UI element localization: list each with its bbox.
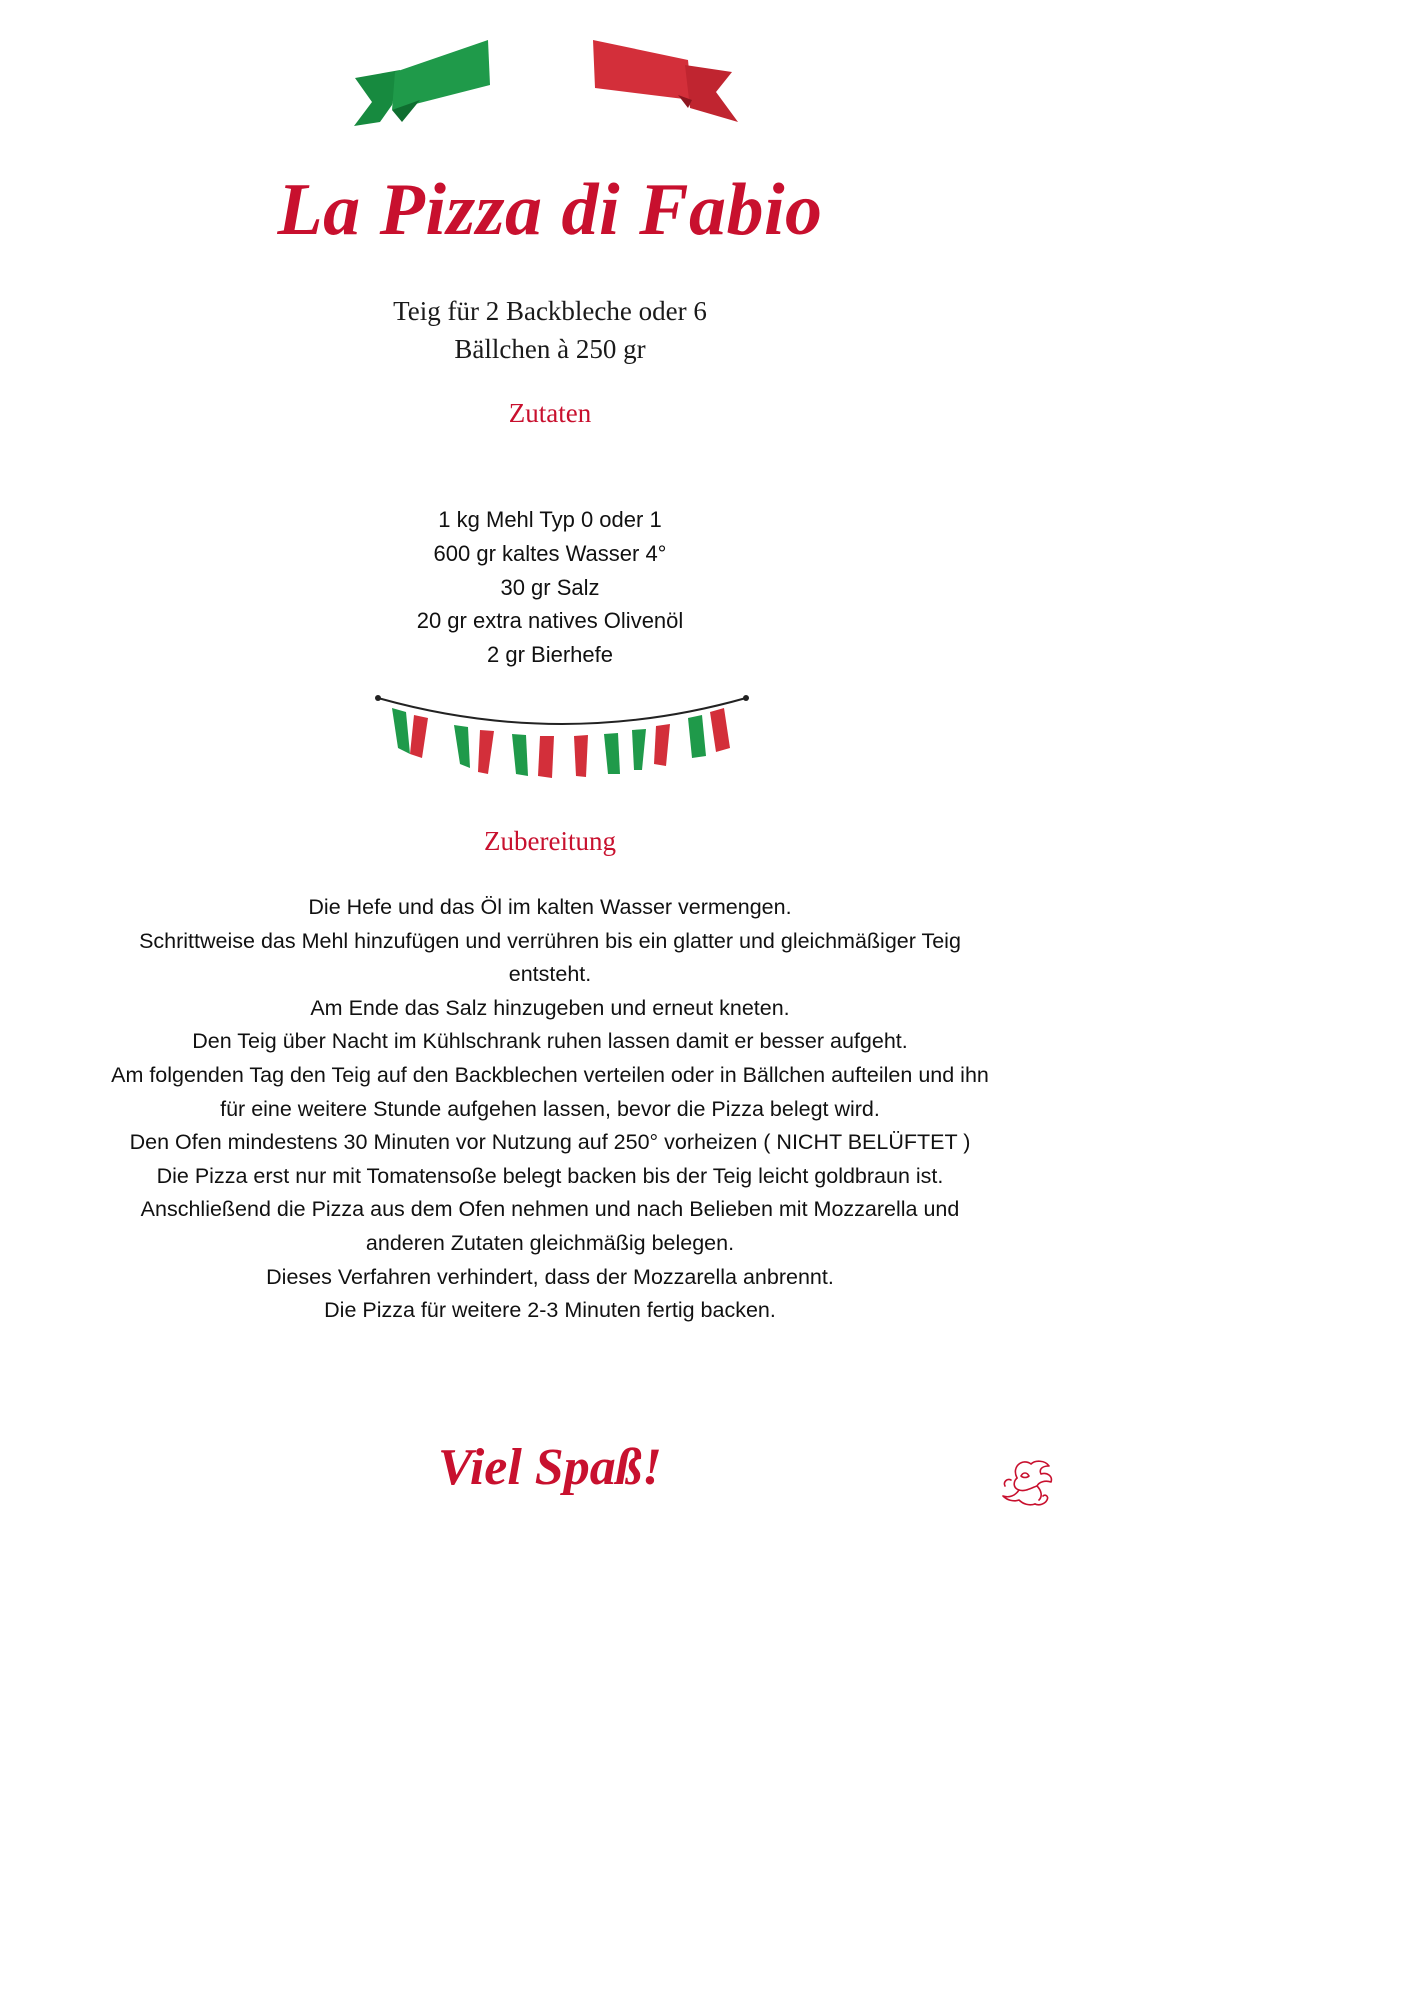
italian-flag-garland-icon	[370, 690, 754, 785]
preparation-steps	[40, 891, 1060, 1328]
ingredient-item: 30 gr Salz	[500, 574, 600, 600]
closing-text: Viel Spaß!	[438, 1439, 662, 1496]
ingredient-item: 2 gr Bierhefe	[487, 642, 613, 668]
subtitle-line: Teig für 2 Backbleche oder 6	[393, 296, 707, 326]
red-ribbon	[593, 40, 738, 122]
ingredient-item: 1 kg Mehl Typ 0 oder 1	[438, 507, 662, 532]
step-line: Die Pizza erst nur mit Tomatensoße belegt backen bis der Teig leicht goldbraun ist.	[156, 1163, 944, 1188]
step-line: Die Pizza für weitere 2-3 Minuten fertig backen.	[324, 1298, 776, 1323]
step-line: Den Ofen mindestens 30 Minuten vor Nutzung auf 250° vorheizen ( NICHT BELÜFTET )	[129, 1130, 971, 1155]
ingredients-list	[0, 503, 1100, 672]
green-ribbon	[354, 40, 490, 126]
subtitle-line: Bällchen à 250 gr	[454, 334, 646, 364]
step-line: Schrittweise das Mehl hinzufügen und verrühren bis ein glatter und gleichmäßiger Teig	[139, 928, 961, 953]
italian-ribbon-icon	[340, 30, 760, 140]
step-line: Am Ende das Salz hinzugeben und erneut kneten.	[310, 995, 790, 1020]
step-line: für eine weitere Stunde aufgehen lassen, bevor die Pizza belegt wird.	[220, 1096, 880, 1121]
step-line: entsteht.	[508, 962, 592, 987]
step-line: anderen Zutaten gleichmäßig belegen.	[365, 1230, 735, 1255]
winged-lion-logo-icon	[995, 1456, 1057, 1510]
step-line: Anschließend die Pizza aus dem Ofen nehmen und nach Belieben mit Mozzarella und	[140, 1197, 960, 1222]
step-line: Den Teig über Nacht im Kühlschrank ruhen lassen damit er besser aufgeht.	[192, 1029, 908, 1054]
step-line: Am folgenden Tag den Teig auf den Backblechen verteilen oder in Bällchen aufteilen und ihn	[111, 1062, 989, 1087]
step-line: Die Hefe und das Öl im kalten Wasser vermengen.	[308, 895, 792, 919]
page-title: La Pizza di Fabio	[277, 169, 823, 251]
ingredient-item: 600 gr kaltes Wasser 4°	[433, 540, 667, 566]
step-line: Dieses Verfahren verhindert, dass der Mozzarella anbrennt.	[266, 1264, 834, 1289]
ingredients-heading: Zutaten	[508, 398, 592, 428]
subtitle	[0, 292, 1100, 368]
preparation-heading: Zubereitung	[484, 826, 616, 856]
ingredient-item: 20 gr extra natives Olivenöl	[416, 608, 684, 634]
